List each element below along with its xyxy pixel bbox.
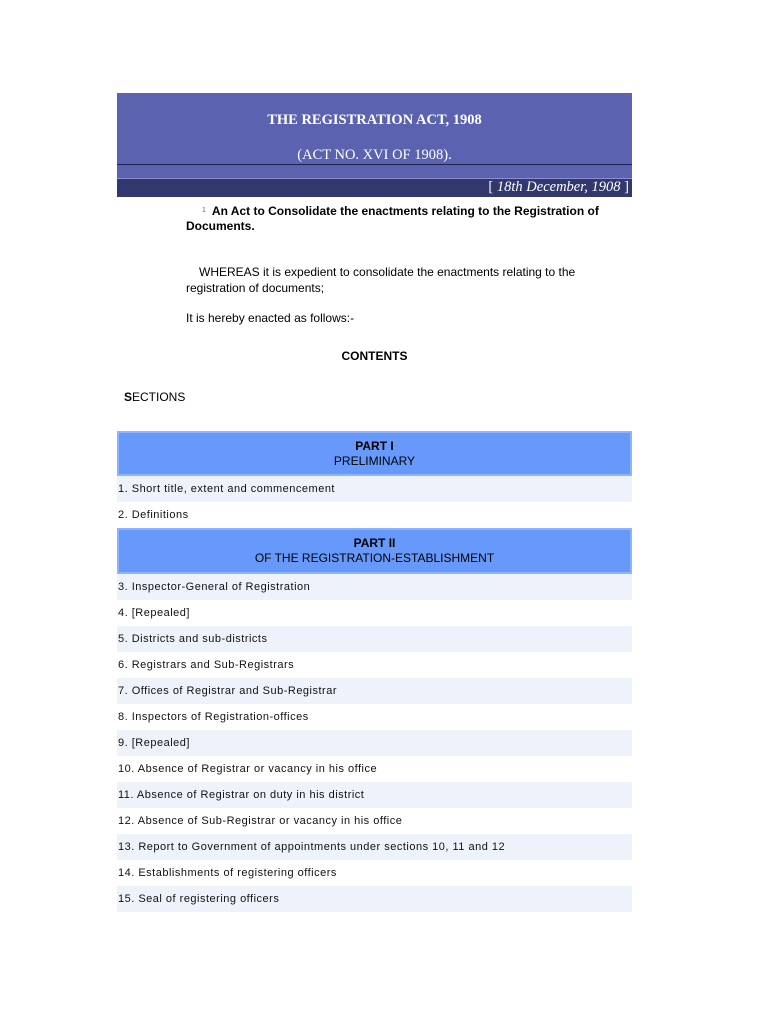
- date-bar: [117, 178, 632, 197]
- sections-label: [124, 390, 185, 404]
- sections-label-rest: ECTIONS: [132, 390, 186, 404]
- footnote-marker[interactable]: 1: [202, 207, 206, 214]
- contents-table: [117, 431, 632, 912]
- section-row[interactable]: 8. Inspectors of Registration-offices: [117, 704, 632, 730]
- part-header: [117, 528, 632, 574]
- enactment-date: [488, 179, 629, 196]
- part-header: [117, 431, 632, 476]
- act-title: THE REGISTRATION ACT, 1908: [267, 112, 482, 128]
- header-divider: [117, 164, 632, 165]
- section-row[interactable]: 10. Absence of Registrar or vacancy in his office: [117, 756, 632, 782]
- preamble-text: An Act to Consolidate the enactments relating to the Registration of Documents.: [186, 204, 599, 233]
- section-row[interactable]: 6. Registrars and Sub-Registrars: [117, 652, 632, 678]
- date-text: 18th December, 1908: [496, 179, 621, 195]
- section-row[interactable]: 14. Establishments of registering officers: [117, 860, 632, 886]
- enacted-paragraph: It is hereby enacted as follows:-: [186, 311, 355, 325]
- part-number: PART I: [355, 439, 394, 453]
- section-row[interactable]: 13. Report to Government of appointments under sections 10, 11 and 12: [117, 834, 632, 860]
- section-row[interactable]: 7. Offices of Registrar and Sub-Registrar: [117, 678, 632, 704]
- section-row[interactable]: 11. Absence of Registrar on duty in his district: [117, 782, 632, 808]
- date-open-bracket: [: [488, 179, 497, 195]
- section-row[interactable]: 2. Definitions: [117, 502, 632, 528]
- part-title: PRELIMINARY: [333, 454, 416, 468]
- section-row[interactable]: 9. [Repealed]: [117, 730, 632, 756]
- contents-heading: CONTENTS: [341, 349, 408, 363]
- part-number: PART II: [353, 536, 396, 550]
- section-row[interactable]: 12. Absence of Sub-Registrar or vacancy in his office: [117, 808, 632, 834]
- part-title: OF THE REGISTRATION-ESTABLISHMENT: [254, 551, 495, 565]
- preamble: [186, 204, 626, 234]
- section-row[interactable]: 5. Districts and sub-districts: [117, 626, 632, 652]
- section-row[interactable]: 4. [Repealed]: [117, 600, 632, 626]
- act-number: (ACT NO. XVI OF 1908).: [297, 147, 452, 163]
- sections-label-initial: S: [124, 390, 133, 404]
- section-row[interactable]: 1. Short title, extent and commencement: [117, 476, 632, 502]
- act-header: [117, 93, 632, 196]
- whereas-paragraph: WHEREAS it is expedient to consolidate the enactments relating to the registration of documents;: [186, 265, 576, 295]
- date-close-bracket: ]: [620, 179, 629, 195]
- section-row[interactable]: 15. Seal of registering officers: [117, 886, 632, 912]
- section-row[interactable]: 3. Inspector-General of Registration: [117, 574, 632, 600]
